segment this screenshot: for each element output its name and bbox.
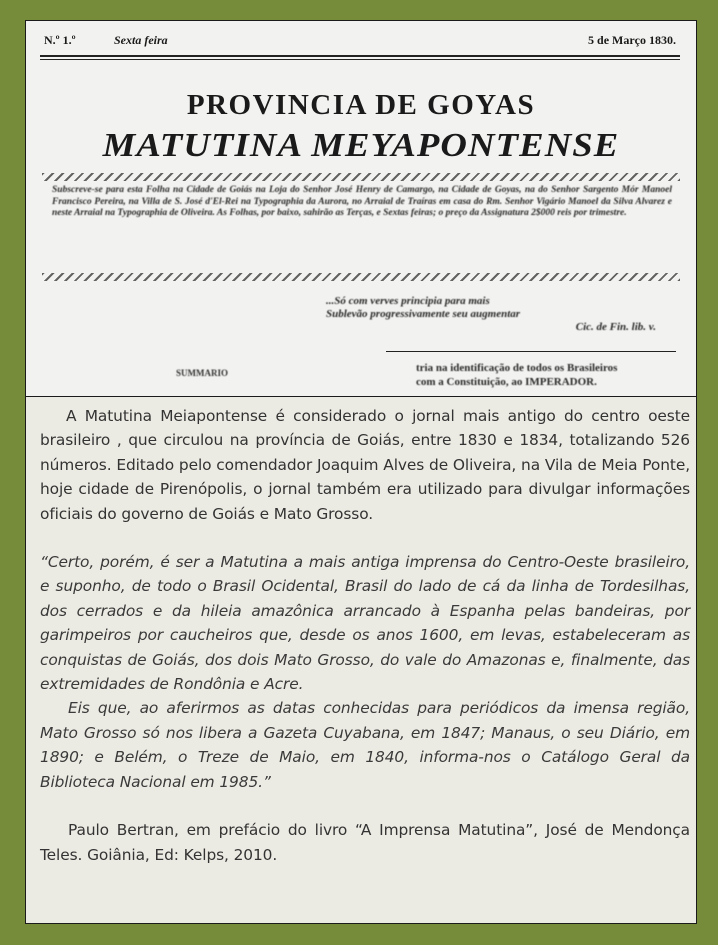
epigraph-line: ...Só com verves principia para mais <box>326 295 490 307</box>
newspaper-clipping <box>26 21 696 397</box>
issue-date: 5 de Março 1830. <box>588 33 676 47</box>
newspaper-title-line2: MATUTINA MEYAPONTENSE <box>102 127 620 164</box>
ornamental-rule <box>42 173 680 181</box>
masthead-rule <box>40 55 680 57</box>
quote-paragraph-1: “Certo, porém, é ser a Matutina a mais antiga imprensa do Centro-Oeste brasileiro, e suponho, de todo o Brasil Ocidental, Brasil do lado de cá da linha de Tordesilhas, dos cerrados e da hileia amazônica arrancado à Espanha pelas bandeiras, por garimpeiros por caucheiros que, desde os anos 1600, em levas, estabeleceram as conquistas de Goiás, dos dois Mato Grosso, do vale do Amazonas e, finalmente, das extremidades de Rondônia e Acre. <box>40 553 690 694</box>
epigraph-line: Cic. de Fin. lib. v. <box>575 321 656 333</box>
masthead-rule-thin <box>40 59 680 60</box>
column-text-line: tria na identificação de todos os Brasileiros <box>416 362 618 374</box>
epigraph-line: Sublevão progressivamente seu augmentar <box>326 308 521 320</box>
column-heading: SUMMARIO <box>176 368 228 378</box>
issue-number: N.º 1.º <box>44 33 76 47</box>
article-body <box>40 404 690 867</box>
masthead-dateline <box>44 33 676 51</box>
epigraph <box>326 295 676 334</box>
column-text <box>416 361 686 389</box>
quote-credit: Paulo Bertran, em prefácio do livro “A Imprensa Matutina”, José de Mendonça Teles. Goiânia, Ed: Kelps, 2010. <box>40 821 690 864</box>
weekday: Sexta feira <box>114 33 168 47</box>
quote-paragraph-2: Eis que, ao aferirmos as datas conhecidas para periódicos da imensa região, Mato Grosso só nos libera a Gazeta Cuyabana, em 1847; Manaus, o seu Diário, em 1890; e Belém, o Treze de Maio, em 1840, informa-nos o Catálogo Geral da Biblioteca Nacional em 1985.” <box>40 699 690 791</box>
clipping-divider <box>26 396 696 397</box>
epigraph-rule <box>386 351 676 352</box>
ornamental-rule-lower <box>42 273 680 281</box>
intro-paragraph: A Matutina Meiapontense é considerado o jornal mais antigo do centro oeste brasileiro , que circulou na província de Goiás, entre 1830 e 1834, totalizando 526 números. Editado pelo comendador Joaquim Alves de Oliveira, na Vila de Meia Ponte, hoje cidade de Pirenópolis, o jornal também era utilizado para divulgar informações oficiais do governo de Goiás e Mato Grosso. <box>40 407 690 523</box>
newspaper-title-line1: PROVINCIA DE GOYAS <box>186 89 536 121</box>
subscription-notice: Subscreve-se para esta Folha na Cidade de Goiás na Loja do Senhor José Henry de Camargo, na Cidade de Goyas, na do Senhor Sargento Mór Manoel Francisco Pereira, na Villa de S. José d'El-Rei na Typographia da Aurora, no Arraial de Traíras em casa do Rm. Senhor Vigário Manoel da Silva Alvarez e neste Arraial na Typographia de Oliveira. As Folhas, por baixo, sahirão as Terças, e Sextas feiras; o preço da Assignatura 2$000 reis por trimestre. <box>52 185 672 219</box>
column-text-line: com a Constituição, ao IMPERADOR. <box>416 376 597 388</box>
